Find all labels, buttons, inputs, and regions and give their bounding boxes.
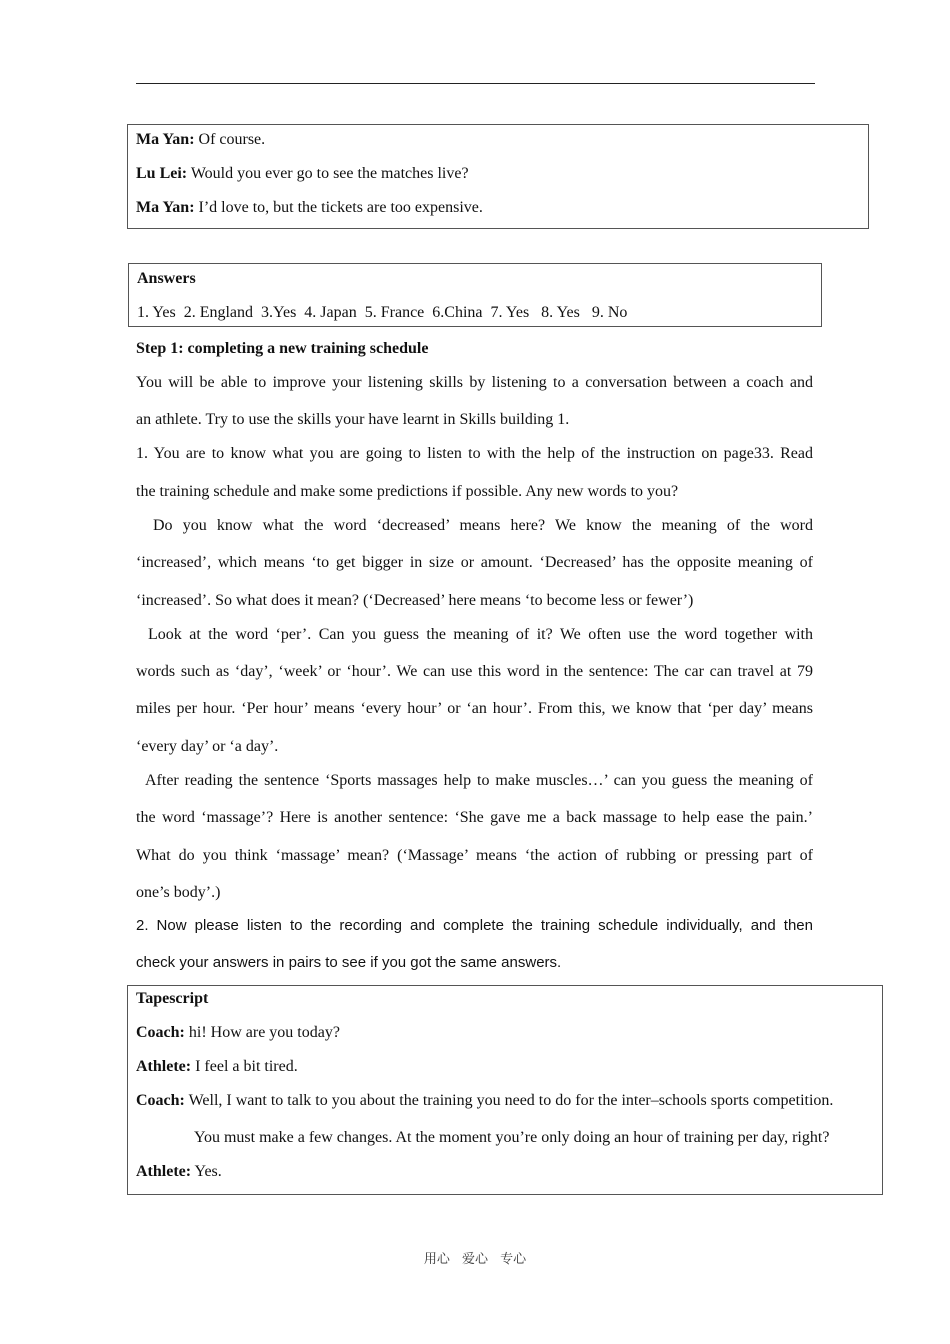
answer-item: 5. France [364, 304, 425, 321]
body-line: an athlete. Try to use the skills your have learnt in Skills building 1. [136, 411, 570, 428]
tapescript-text: You must make a few changes. At the moment you’re only doing an hour of training per day, right? [194, 1129, 830, 1146]
dialogue-line [136, 164, 469, 184]
body-line: the training schedule and make some predictions if possible. Any new words to you? [136, 483, 679, 500]
speaker-label: Athlete: [136, 1058, 192, 1075]
dialogue-box [127, 124, 869, 229]
body-line: You will be able to improve your listening skills by listening to a conversation between a coach and [136, 374, 813, 391]
answer-item: 4. Japan [304, 304, 357, 321]
step1-heading: Step 1: completing a new training schedule [136, 340, 429, 357]
answer-item: 1. Yes [137, 304, 176, 321]
speaker-label: Ma Yan: [136, 131, 195, 148]
answer-item: 7. Yes [490, 304, 530, 321]
body-line: After reading the sentence ‘Sports massages help to make muscles…’ can you guess the meaning of [145, 772, 813, 789]
answer-item: 6.China [432, 304, 483, 321]
answers-box [128, 263, 822, 327]
body-line: 2. Now please listen to the recording and complete the training schedule individually, and then [136, 917, 813, 934]
tapescript-line [136, 1057, 298, 1077]
tapescript-text: hi! How are you today? [184, 1024, 340, 1041]
tapescript-line [136, 1162, 222, 1182]
speaker-label: Coach: [136, 1024, 185, 1041]
tapescript-text: I feel a bit tired. [191, 1058, 298, 1075]
tapescript-line [136, 1023, 340, 1043]
dialogue-line [136, 198, 483, 218]
body-line: ‘every day’ or ‘a day’. [136, 738, 279, 755]
answer-item: 2. England [183, 304, 254, 321]
body-line: 1. You are to know what you are going to listen to with the help of the instruction on page33. Read [136, 445, 813, 462]
speaker-label: Athlete: [136, 1163, 192, 1180]
tapescript-text: Well, I want to talk to you about the training you need to do for the inter–schools sports competition. [184, 1092, 834, 1109]
body-line: ‘increased’, which means ‘to get bigger in size or amount. ‘Decreased’ has the opposite meaning of [136, 554, 813, 571]
speaker-label: Ma Yan: [136, 199, 195, 216]
tapescript-text: Yes. [191, 1163, 222, 1180]
body-line: words such as ‘day’, ‘week’ or ‘hour’. We can use this word in the sentence: The car can travel at 79 [136, 663, 813, 680]
page-footer [0, 1248, 950, 1267]
tapescript-title: Tapescript [136, 990, 209, 1007]
body-line: check your answers in pairs to see if you got the same answers. [136, 954, 562, 971]
body-line: ‘increased’. So what does it mean? (‘Decreased’ here means ‘to become less or fewer’) [136, 592, 694, 609]
speaker-label: Lu Lei: [136, 165, 188, 182]
tapescript-box [127, 985, 883, 1195]
answers-title: Answers [137, 270, 196, 287]
answer-item: 8. Yes [541, 304, 580, 321]
tapescript-line [136, 1091, 833, 1111]
body-line: miles per hour. ‘Per hour’ means ‘every hour’ or ‘an hour’. From this, we know that ‘per day’ means [136, 700, 813, 717]
speaker-label: Coach: [136, 1092, 185, 1109]
tapescript-line [194, 1128, 829, 1148]
body-line: the word ‘massage’? Here is another sentence: ‘She gave me a back massage to help ease the pain.’ [136, 809, 813, 826]
footer-word: 专心 [500, 1252, 527, 1267]
body-line: one’s body’.) [136, 884, 221, 901]
dialogue-text: Of course. [194, 131, 266, 148]
body-line: What do you think ‘massage’ mean? (‘Massage’ means ‘the action of rubbing or pressing part of [136, 847, 813, 864]
dialogue-text: I’d love to, but the tickets are too expensive. [194, 199, 483, 216]
answer-item: 9. No [591, 304, 628, 321]
header-rule [136, 83, 815, 84]
footer-word: 爱心 [461, 1252, 488, 1267]
dialogue-line [136, 130, 265, 150]
dialogue-text: Would you ever go to see the matches live? [187, 165, 469, 182]
footer-word: 用心 [423, 1252, 450, 1267]
body-line: Look at the word ‘per’. Can you guess the meaning of it? We often use the word together with [148, 626, 813, 643]
answer-item: 3.Yes [261, 304, 297, 321]
answers-list [137, 303, 627, 323]
body-line: Do you know what the word ‘decreased’ means here? We know the meaning of the word [153, 517, 813, 534]
